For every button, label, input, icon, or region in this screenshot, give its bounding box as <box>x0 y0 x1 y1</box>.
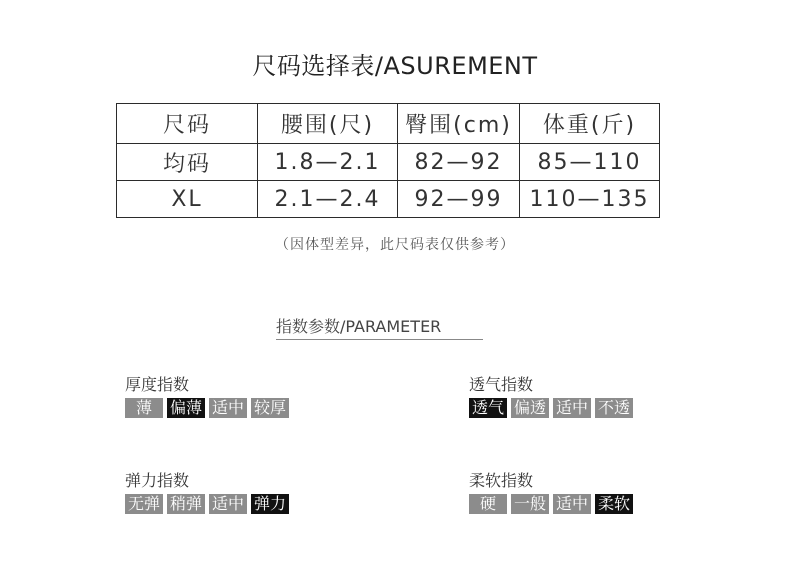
option-chip: 适中 <box>209 398 247 418</box>
option-chip: 偏薄 <box>167 398 205 418</box>
page-title: 尺码选择表/ASUREMENT <box>252 52 538 80</box>
elasticity-index <box>125 468 289 514</box>
option-chip: 无弹 <box>125 494 163 514</box>
index-label: 厚度指数 <box>125 375 190 394</box>
option-chip: 透气 <box>469 398 507 418</box>
option-chip: 硬 <box>469 494 507 514</box>
cell-weight: 110—135 <box>520 181 660 218</box>
size-note: （因体型差异，此尺码表仅供参考） <box>275 237 515 253</box>
option-chip: 较厚 <box>251 398 289 418</box>
option-chips <box>469 398 633 418</box>
header-hip: 臀围(cm) <box>398 104 520 144</box>
option-chip: 适中 <box>209 494 247 514</box>
cell-size: 均码 <box>117 144 258 181</box>
option-chip: 不透 <box>595 398 633 418</box>
thickness-index <box>125 372 289 418</box>
breathability-index <box>469 372 633 418</box>
table-header-row <box>117 104 660 144</box>
softness-index <box>469 468 633 514</box>
option-chips <box>125 494 289 514</box>
index-label: 透气指数 <box>469 375 534 394</box>
header-size: 尺码 <box>117 104 258 144</box>
parameter-title: 指数参数/PARAMETER <box>276 314 483 340</box>
option-chip: 薄 <box>125 398 163 418</box>
option-chip: 柔软 <box>595 494 633 514</box>
option-chip: 一般 <box>511 494 549 514</box>
index-label: 弹力指数 <box>125 471 190 490</box>
cell-weight: 85—110 <box>520 144 660 181</box>
cell-waist: 2.1—2.4 <box>258 181 398 218</box>
option-chip: 偏透 <box>511 398 549 418</box>
size-table <box>116 103 660 218</box>
cell-size: XL <box>117 181 258 218</box>
header-waist: 腰围(尺) <box>258 104 398 144</box>
table-row <box>117 144 660 181</box>
cell-hip: 82—92 <box>398 144 520 181</box>
cell-waist: 1.8—2.1 <box>258 144 398 181</box>
option-chip: 适中 <box>553 494 591 514</box>
header-weight: 体重(斤) <box>520 104 660 144</box>
option-chip: 适中 <box>553 398 591 418</box>
table-row <box>117 181 660 218</box>
cell-hip: 92—99 <box>398 181 520 218</box>
option-chips <box>469 494 633 514</box>
option-chips <box>125 398 289 418</box>
option-chip: 稍弹 <box>167 494 205 514</box>
index-label: 柔软指数 <box>469 471 534 490</box>
option-chip: 弹力 <box>251 494 289 514</box>
